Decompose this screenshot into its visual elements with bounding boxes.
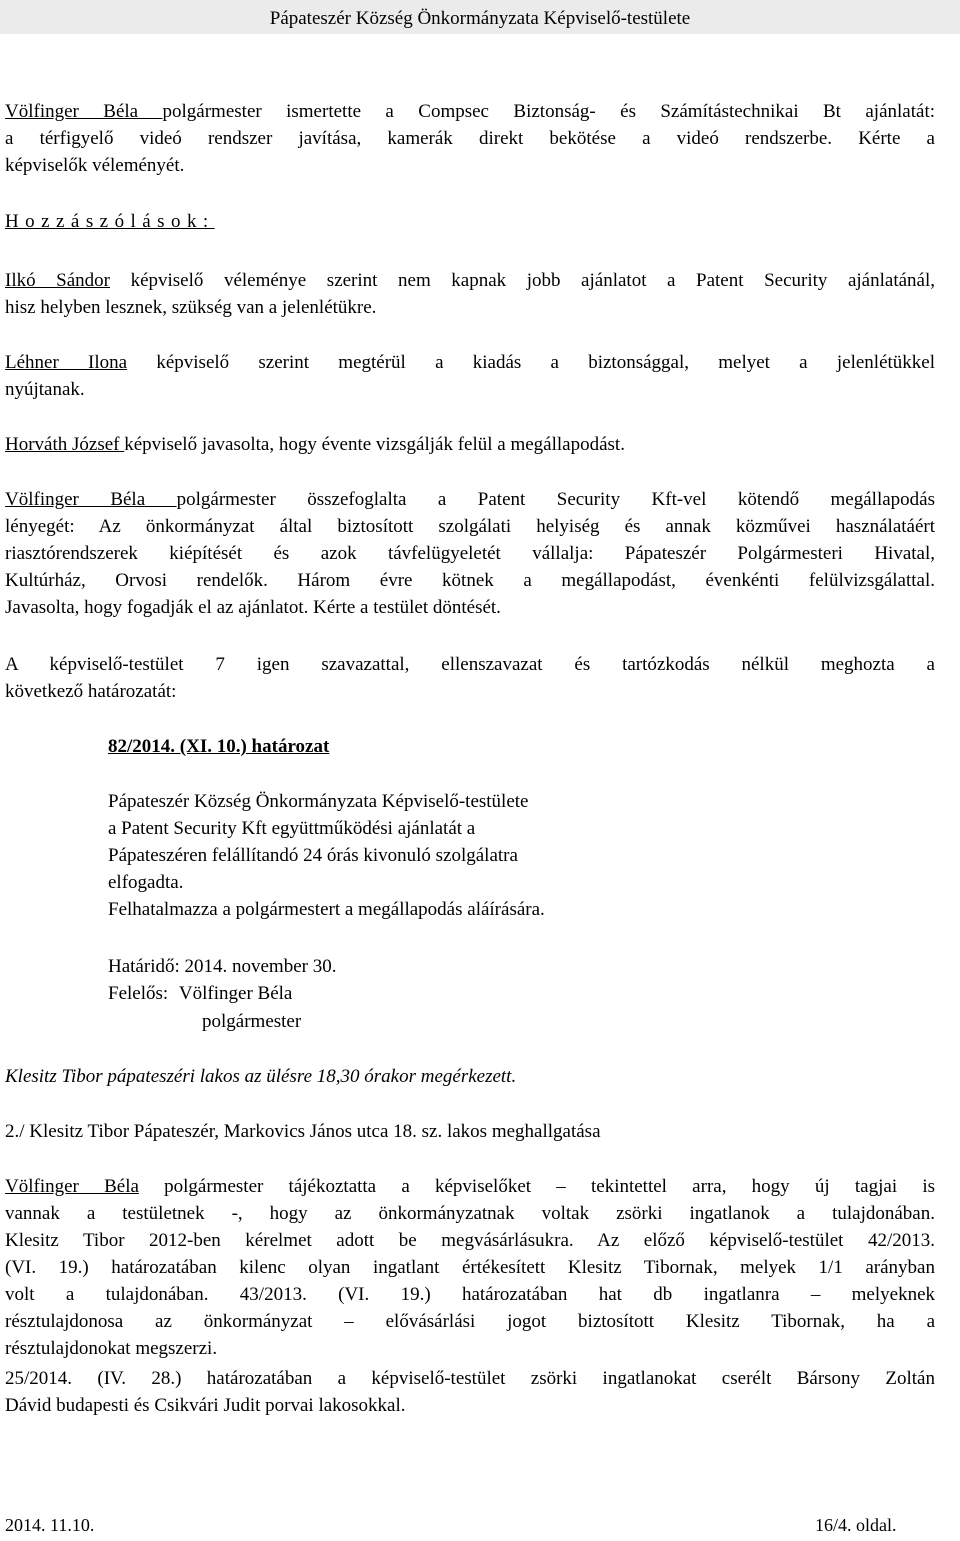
speaker-name: Léhner Ilona	[5, 352, 128, 373]
paragraph-6: A képviselő-testület 7 igen szavazattal, ellenszavazat és tartózkodás nélkül meghozta a következő határozatát:	[5, 654, 935, 702]
paragraph-7: Völfinger Béla polgármester tájékoztatta a képviselőket – tekintettel arra, hogy új tagjai is vannak a testületnek -, hogy az önkormányzatnak voltak zsörki ingatlanok a tulajdonában. Klesitz Tibor 2012-ben kérelmet adott be megvásárlásukra. Az előző képviselő-testület 42/2013. (VI. 19.) határozatában kilenc olyan ingatlant értékesített Klesitz Tibornak, melyek 1/1 arányban volt a tulajdonában. 43/2013. (VI. 19.) határozatában hat db ingatlanra – melyeknek résztulajdonosa az önkormányzat – elővásárlási jogot biztosított Klesitz Tibornak, ha a résztulajdonokat megszerzi.	[5, 1176, 936, 1359]
paragraph-4: Horváth József képviselő javasolta, hogy évente vizsgálják felül a megállapodást.	[5, 434, 625, 455]
paragraph-1: Völfinger Béla polgármester ismertette a Compsec Biztonság- és Számítástechnikai Bt ajánlatát: a térfigyelő videó rendszer javítása, kamerák direkt bekötése a videó rendszerbe. Kérte a képviselők véleményét.	[5, 101, 936, 176]
comments-heading: Hozzászólások:	[5, 211, 215, 232]
paragraph-5: Völfinger Béla polgármester összefoglalta a Patent Security Kft-vel kötendő megállapodás lényegét: Az önkormányzat által biztosított szolgálati helyiség és annak közművei használatáért riasztórendszerek kiépítését és azok távfelügyeletét vállalja: Pápateszér Polgármesteri Hivatal, Kultúrház, Orvosi rendelők. Három évre kötnek a megállapodást, évenkénti felülvizsgálattal. Javasolta, hogy fogadják el az ajánlatot. Kérte a testület döntését.	[5, 489, 935, 618]
header-title: Pápateszér Község Önkormányzata Képviselő-testülete	[269, 8, 691, 29]
speaker-name: Völfinger Béla	[5, 489, 177, 510]
paragraph-8: 25/2014. (IV. 28.) határozatában a képviselő-testület zsörki ingatlanokat cserélt Bársony Zoltán Dávid budapesti és Csikvári Judit porvai lakosokkal.	[5, 1368, 935, 1416]
speaker-name: Völfinger Béla	[5, 101, 163, 122]
speaker-name: Völfinger Béla	[5, 1176, 139, 1197]
resolution-body: Pápateszér Község Önkormányzata Képviselő-testülete a Patent Security Kft együttműködési ajánlatát a Pápateszéren felállítandó 24 órás kivonuló szolgálatra elfogadta. Felhatalmazza a polgármestert a megállapodás aláírására.	[108, 791, 545, 920]
speaker-name: Horváth József	[5, 434, 125, 455]
page-header	[0, 0, 960, 34]
resolution-title: 82/2014. (XI. 10.) határozat	[108, 736, 330, 757]
speaker-name: Ilkó Sándor	[5, 270, 110, 291]
resolution-responsible: Felelős: Völfinger Béla	[108, 983, 293, 1004]
paragraph-3: Léhner Ilona képviselő szerint megtérül a kiadás a biztonsággal, melyet a jelenlétükkel nyújtanak.	[5, 352, 935, 400]
resolution-deadline: Határidő: 2014. november 30.	[108, 956, 337, 977]
arrival-note: Klesitz Tibor pápateszéri lakos az ülésre 18,30 órakor megérkezett.	[5, 1066, 517, 1087]
resolution-role: polgármester	[202, 1011, 302, 1032]
footer-page-number: 16/4. oldal.	[815, 1515, 897, 1535]
footer-date: 2014. 11.10.	[5, 1515, 95, 1535]
agenda-item-2: 2./ Klesitz Tibor Pápateszér, Markovics János utca 18. sz. lakos meghallgatása	[5, 1121, 601, 1142]
paragraph-2: Ilkó Sándor képviselő véleménye szerint nem kapnak jobb ajánlatot a Patent Security ajánlatánál, hisz helyben lesznek, szükség van a jelenlétükre.	[5, 270, 935, 318]
